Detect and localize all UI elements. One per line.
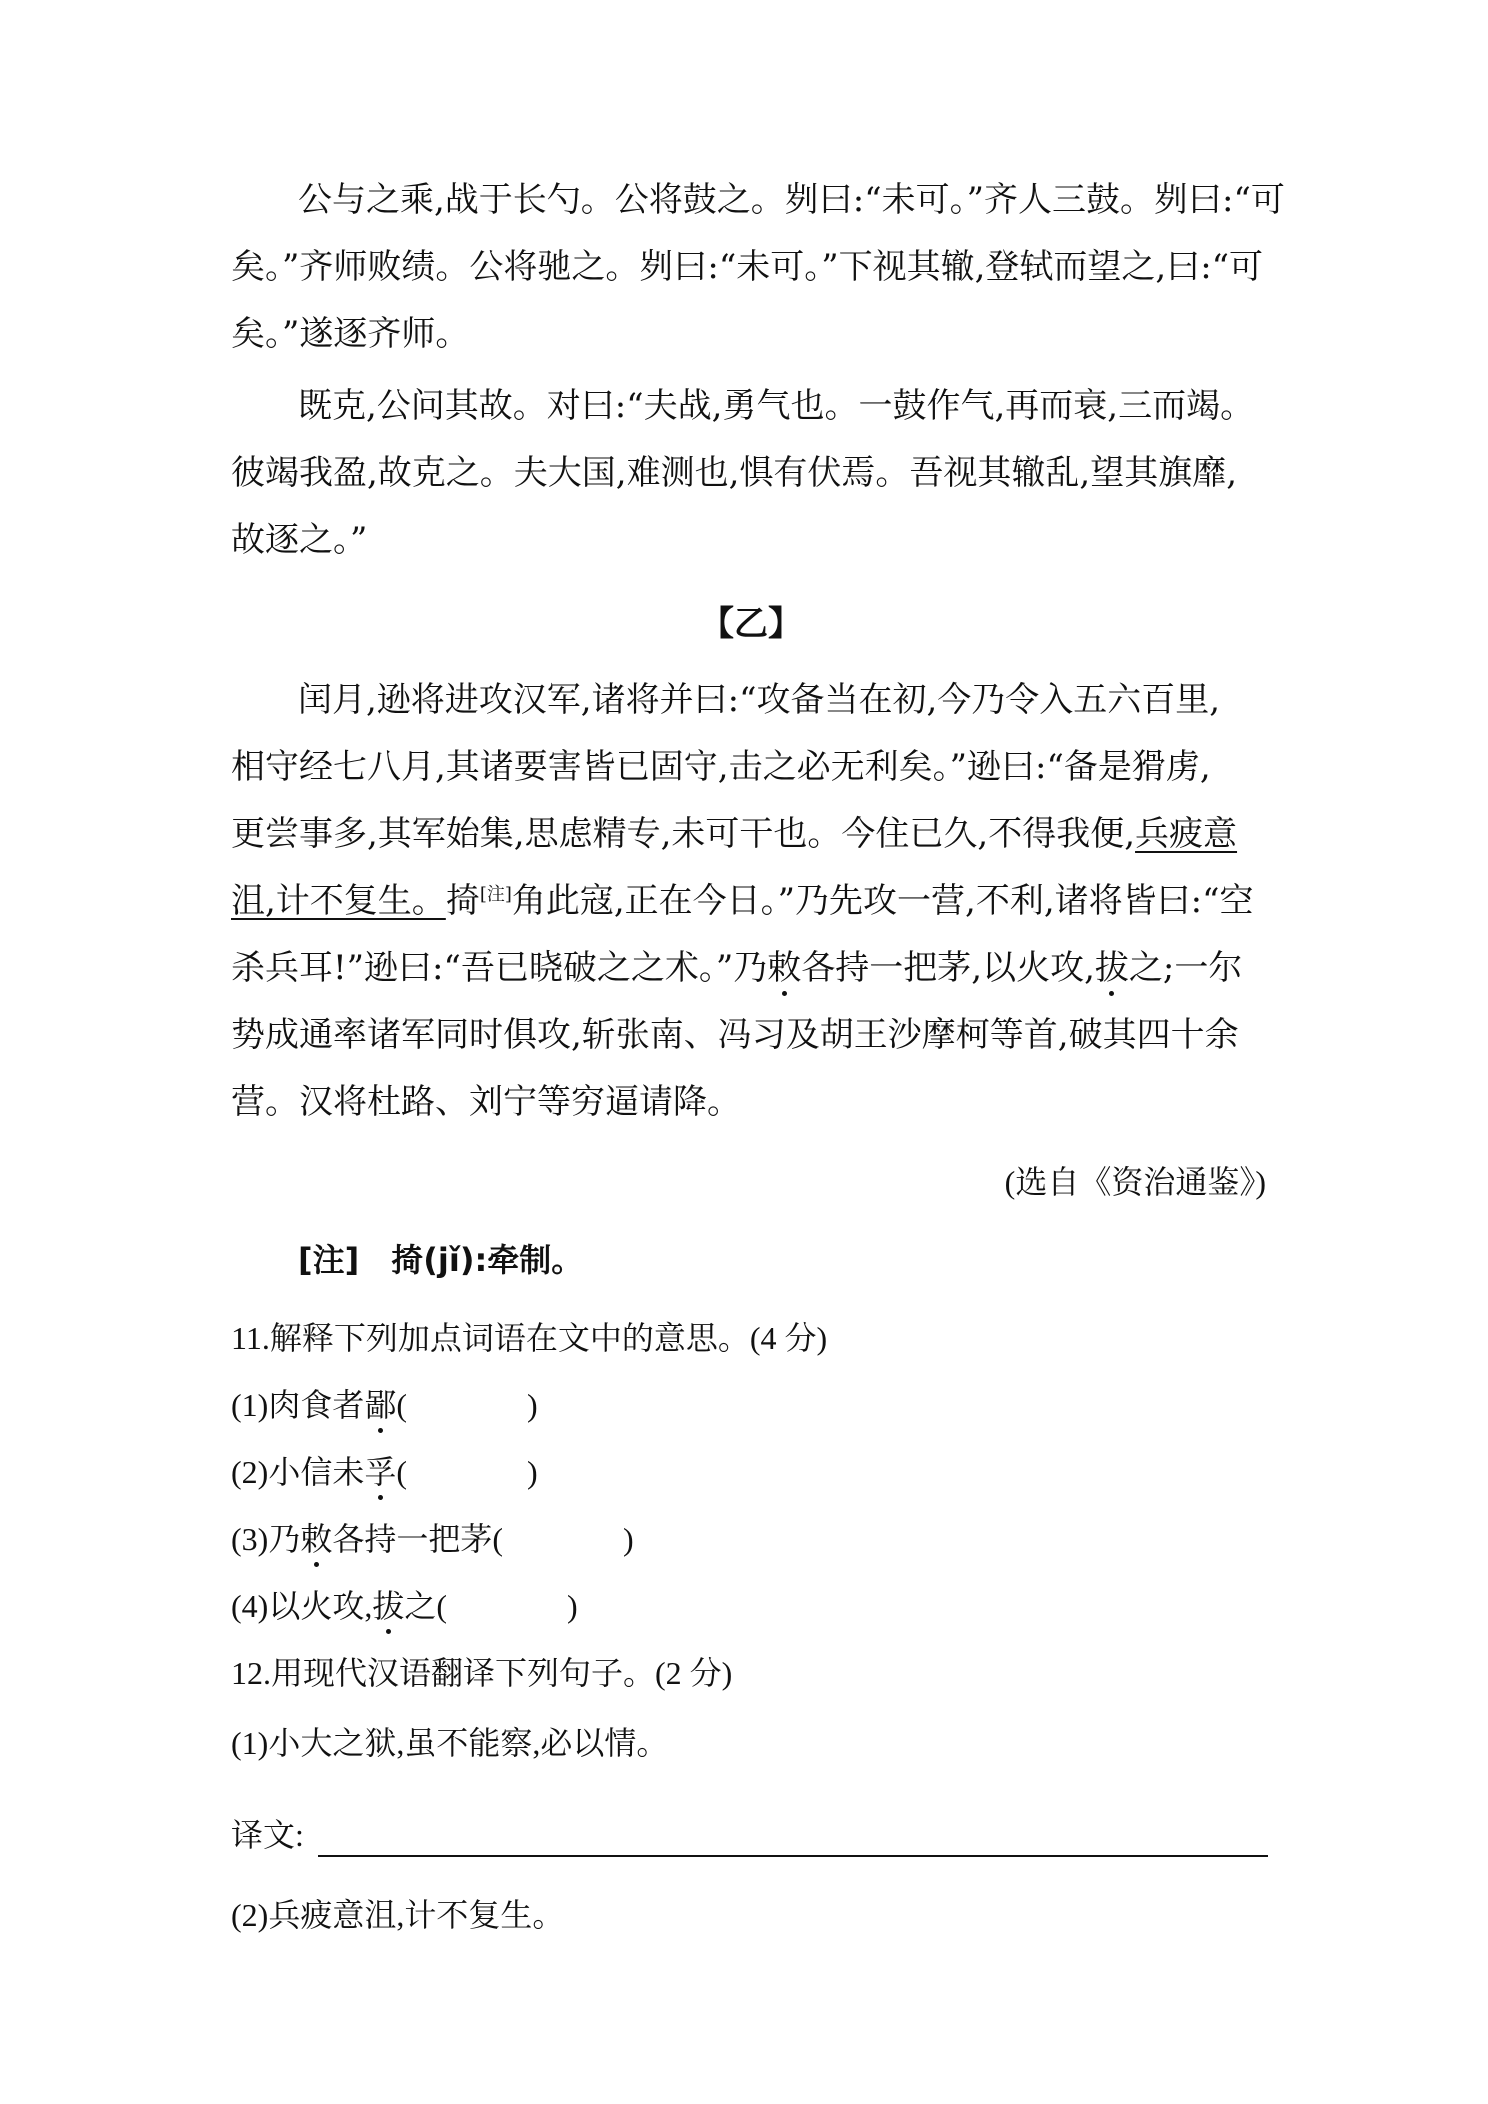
footnote: [注] 掎(jǐ):牵制。 (298, 1241, 584, 1279)
underlined-sentence: 沮,计不复生。 (231, 881, 446, 921)
passage-jia-line: 矣。”齐师败绩。公将驰之。刿曰:“未可。”下视其辙,登轼而望之,曰:“可 (231, 247, 1264, 287)
question-11-stem: 11.解释下列加点词语在文中的意思。(4 分) (231, 1320, 828, 1356)
passage-yi-line (231, 879, 1254, 923)
question-12-stem: 12.用现代汉语翻译下列句子。(2 分) (231, 1655, 733, 1691)
question-12-sentence: (1)小大之狱,虽不能察,必以情。 (231, 1725, 669, 1761)
paren-open: ( (396, 1387, 407, 1423)
passage-yi-text: 掎 (445, 881, 480, 921)
question-11-item (231, 1517, 634, 1561)
passage-jia-line: 既克,公问其故。对曰:“夫战,勇气也。一鼓作气,再而衰,三而竭。 (298, 386, 1255, 426)
dotted-word: 鄙 (364, 1383, 396, 1427)
dotted-word: 拔 (372, 1584, 404, 1628)
passage-yi-text: 杀兵耳!”逊曰:“吾已晓破之之术。”乃 (231, 948, 768, 988)
question-12-sentence: (2)兵疲意沮,计不复生。 (231, 1897, 565, 1933)
item-text: 各持一把茅 (332, 1521, 493, 1557)
item-text: 之 (404, 1588, 437, 1624)
paren-close: ) (527, 1454, 538, 1490)
answer-label: 译文: (231, 1817, 304, 1853)
passage-yi-line: 势成通率诸军同时俱攻,斩张南、冯习及胡王沙摩柯等首,破其四十余 (231, 1015, 1239, 1055)
dotted-word: 敕 (767, 948, 802, 988)
source-citation: (选自《资治通鉴》) (1004, 1164, 1266, 1200)
paren-close: ) (527, 1387, 538, 1423)
item-text: (1)肉食者 (231, 1387, 365, 1423)
question-11-item (231, 1383, 538, 1427)
passage-jia-line: 矣。”遂逐齐师。 (231, 314, 470, 354)
paren-close: ) (623, 1521, 634, 1557)
question-11-item (231, 1584, 578, 1628)
passage-yi-text: 之;一尔 (1128, 948, 1243, 988)
dotted-word: 敕 (300, 1517, 332, 1561)
item-text: (2)小信未 (231, 1454, 365, 1490)
note-marker: [注] (479, 884, 512, 905)
paren-open: ( (492, 1521, 504, 1557)
passage-yi-line: 营。汉将杜路、刘宁等穷逼请降。 (231, 1082, 741, 1122)
passage-yi-line (231, 946, 1242, 990)
paren-close: ) (567, 1588, 578, 1624)
paren-open: ( (436, 1588, 448, 1624)
passage-yi-line (231, 812, 1237, 856)
passage-yi-text: 更尝事多,其军始集,思虑精专,未可干也。今住已久,不得我便, (231, 814, 1136, 854)
underlined-sentence: 兵疲意 (1135, 814, 1238, 854)
passage-yi-line: 闰月,逊将进攻汉军,诸将并曰:“攻备当在初,今乃令入五六百里, (298, 680, 1221, 720)
passage-jia-line: 公与之乘,战于长勺。公将鼓之。刿曰:“未可。”齐人三鼓。刿曰:“可 (298, 180, 1285, 220)
passage-jia-line: 彼竭我盈,故克之。夫大国,难测也,惧有伏焉。吾视其辙乱,望其旗靡, (231, 453, 1238, 493)
passage-yi-line: 相守经七八月,其诸要害皆已固守,击之必无利矣。”逊曰:“备是猾虏, (231, 747, 1211, 787)
section-heading-yi: 【乙】 (700, 604, 802, 644)
dotted-word: 拔 (1094, 948, 1129, 988)
item-text: (3)乃 (231, 1521, 301, 1557)
passage-yi-text: 角此寇,正在今日。”乃先攻一营,不利,诸将皆曰:“空 (511, 881, 1254, 921)
item-text: (4)以火攻, (231, 1588, 373, 1624)
paren-open: ( (396, 1454, 407, 1490)
question-11-item (231, 1450, 538, 1494)
passage-jia-line: 故逐之。” (231, 520, 368, 560)
dotted-word: 孚 (364, 1450, 396, 1494)
passage-yi-text: 各持一把茅,以火攻, (801, 948, 1095, 988)
answer-line[interactable] (318, 1855, 1268, 1857)
